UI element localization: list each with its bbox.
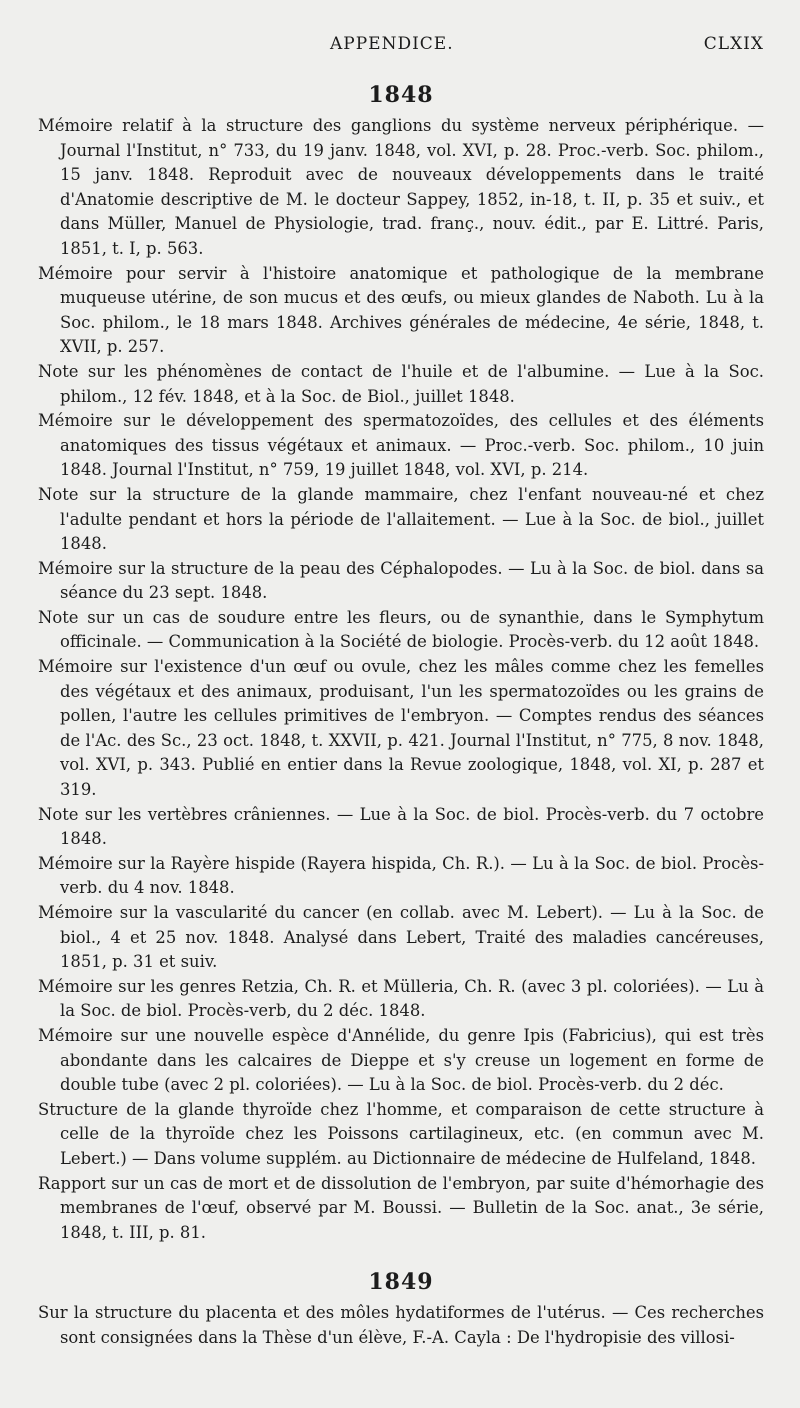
bibliography-entry: Mémoire pour servir à l'histoire anatomique et pathologique de la membrane muqueuse utérine, de son mucus et des œufs, ou mieux glandes de Naboth. Lu à la Soc. philom., le 18 mars 1848. Archives générales de médecine, 4e série, 1848, t. XVII, p. 257. (38, 263, 764, 357)
bibliography-entry: Mémoire sur une nouvelle espèce d'Annélide, du genre Ipis (Fabricius), qui est très abondante dans les calcaires de Dieppe et s'y creuse un logement en forme de double tube (avec 2 pl. coloriées). — Lu à la Soc. de biol. Procès-verb. du 2 déc. (38, 1025, 764, 1095)
bibliography-entry: Note sur un cas de soudure entre les fleurs, ou de synanthie, dans le Symphytum officinale. — Communication à la Société de biologie. Procès-verb. du 12 août 1848. (38, 607, 764, 652)
bibliography-entry: Mémoire sur l'existence d'un œuf ou ovule, chez les mâles comme chez les femelles des végétaux et des animaux, produisant, l'un les spermatozoïdes ou les grains de pollen, l'autre les cellules primitives de l'embryon. — Comptes rendus des séances de l'Ac. des Sc., 23 oct. 1848, t. XXVII, p. 421. Journal l'Institut, n° 775, 8 nov. 1848, vol. XVI, p. 343. Publié en entier dans la Revue zoologique, 1848, vol. XI, p. 287 et 319. (38, 657, 764, 800)
bibliography-entry: Note sur les vertèbres crâniennes. — Lue à la Soc. de biol. Procès-verb. du 7 octobre 1848. (38, 804, 764, 849)
bibliography-entry: Mémoire sur la Rayère hispide (Rayera hispida, Ch. R.). — Lu à la Soc. de biol. Procès-verb. du 4 nov. 1848. (38, 853, 764, 898)
entries-1848 (38, 114, 764, 1245)
bibliography-entry: Sur la structure du placenta et des môles hydatiformes de l'utérus. — Ces recherches sont consignées dans la Thèse d'un élève, F.-A. Cayla : De l'hydropisie des villosi- (38, 1303, 764, 1347)
bibliography-entry: Mémoire sur la structure de la peau des Céphalopodes. — Lu à la Soc. de biol. dans sa séance du 23 sept. 1848. (38, 558, 764, 603)
bibliography-entry: Mémoire sur les genres Retzia, Ch. R. et Mülleria, Ch. R. (avec 3 pl. coloriées). — Lu à la Soc. de biol. Procès-verb, du 2 déc. 1848. (38, 976, 764, 1021)
entries-1849 (38, 1301, 764, 1350)
bibliography-entry: Structure de la glande thyroïde chez l'homme, et comparaison de cette structure à celle de la thyroïde chez les Poissons cartilagineux, etc. (en commun avec M. Lebert.) — Dans volume supplém. au Dictionnaire de médecine de Hulfeland, 1848. (38, 1099, 764, 1168)
bibliography-entry: Note sur la structure de la glande mammaire, chez l'enfant nouveau-né et chez l'adulte pendant et hors la période de l'allaitement. — Lue à la Soc. de biol., juillet 1848. (38, 484, 764, 554)
bibliography-entry: Mémoire sur la vascularité du cancer (en collab. avec M. Lebert). — Lu à la Soc. de biol., 4 et 25 nov. 1848. Analysé dans Lebert, Traité des maladies cancéreuses, 1851, p. 31 et suiv. (38, 903, 764, 972)
bibliography-entry: Mémoire relatif à la structure des ganglions du système nerveux périphérique. — Journal l'Institut, n° 733, du 19 janv. 1848, vol. XVI, p. 28. Proc.-verb. Soc. philom., 15 janv. 1848. Reproduit avec de nouveaux développements dans le traité d'Anatomie descriptive de M. le docteur Sappey, 1852, in-18, t. II, p. 35 et suiv., et dans Müller, Manuel de Physiologie, trad. franç., nouv. édit., par E. Littré. Paris, 1851, t. I, p. 563. (38, 116, 764, 258)
page-number: CLXIX (703, 34, 764, 54)
bibliography-entry: Mémoire sur le développement des spermatozoïdes, des cellules et des éléments anatomiques des tissus végétaux et animaux. — Proc.-verb. Soc. philom., 10 juin 1848. Journal l'Institut, n° 759, 19 juillet 1848, vol. XVI, p. 214. (38, 411, 764, 480)
running-title: APPENDICE. (330, 34, 454, 54)
running-header (38, 26, 764, 66)
bibliography-entry: Note sur les phénomènes de contact de l'huile et de l'albumine. — Lue à la Soc. philom., 12 fév. 1848, et à la Soc. de Biol., juillet 1848. (38, 361, 764, 406)
year-heading-1848: 1848 (368, 82, 434, 108)
year-heading-1849: 1849 (368, 1269, 434, 1296)
bibliography-entry: Rapport sur un cas de mort et de dissolution de l'embryon, par suite d'hémorhagie des membranes de l'œuf, observé par M. Boussi. — Bulletin de la Soc. anat., 3e série, 1848, t. III, p. 81. (38, 1173, 764, 1242)
